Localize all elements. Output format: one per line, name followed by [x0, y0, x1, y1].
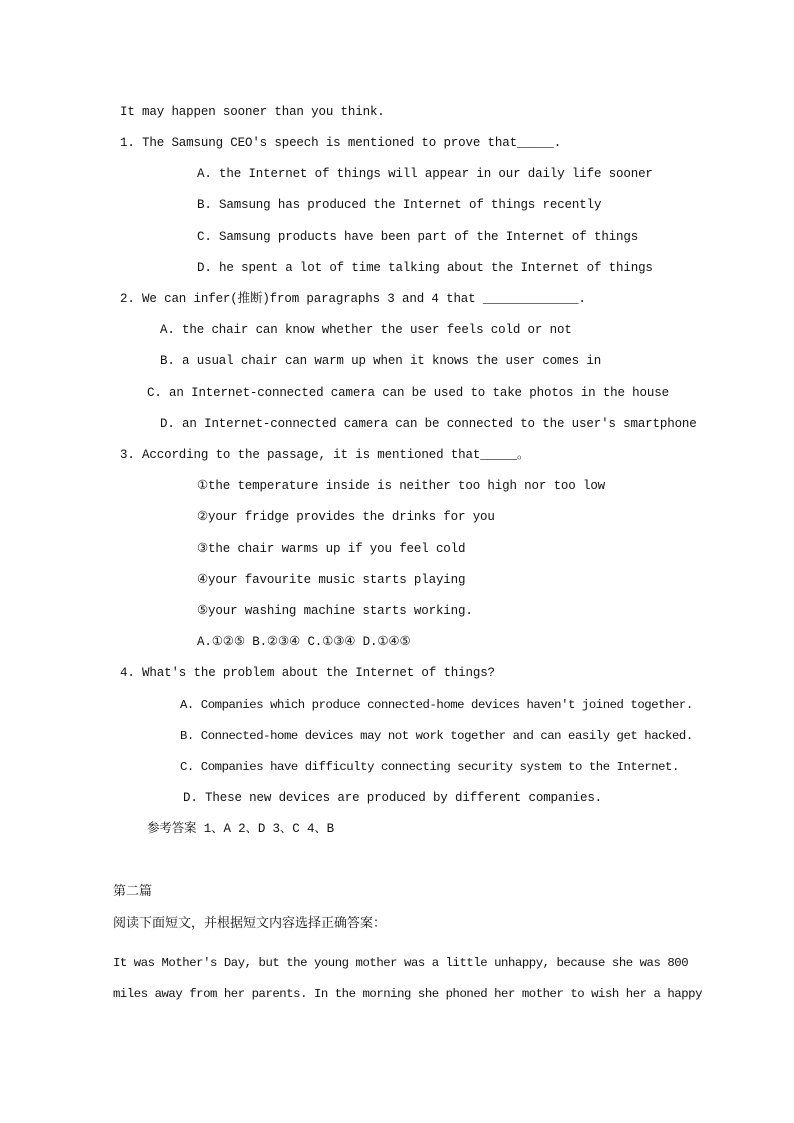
intro-line: It may happen sooner than you think.: [120, 105, 385, 119]
question-1-option-a: A. the Internet of things will appear in our daily life sooner: [197, 167, 653, 181]
question-1-stem: 1. The Samsung CEO's speech is mentioned to prove that_____.: [120, 136, 562, 150]
question-2-option-c: C. an Internet-connected camera can be used to take photos in the house: [147, 386, 669, 400]
answer-key: 参考答案 1、A 2、D 3、C 4、B: [147, 822, 335, 836]
question-1-option-d: D. he spent a lot of time talking about the Internet of things: [197, 261, 653, 275]
question-4-option-a: A. Companies which produce connected-home devices haven't joined together.: [180, 698, 693, 712]
section-2-heading: 第二篇: [113, 884, 153, 899]
passage-line-2: miles away from her parents. In the morning she phoned her mother to wish her a happy: [113, 987, 702, 1001]
question-2-stem: 2. We can infer(推断)from paragraphs 3 and 4 that _____________.: [120, 292, 586, 306]
question-3-item-2: ②your fridge provides the drinks for you: [197, 510, 495, 524]
question-4-stem: 4. What's the problem about the Internet of things?: [120, 666, 495, 680]
question-4-option-c: C. Companies have difficulty connecting security system to the Internet.: [180, 760, 679, 774]
question-3-item-5: ⑤your washing machine starts working.: [197, 604, 473, 618]
question-3-item-4: ④your favourite music starts playing: [197, 573, 466, 587]
question-3-item-3: ③the chair warms up if you feel cold: [197, 542, 466, 556]
question-3-item-1: ①the temperature inside is neither too high nor too low: [197, 479, 606, 493]
passage-line-1: It was Mother's Day, but the young mother was a little unhappy, because she was 800: [113, 956, 689, 970]
question-2-option-a: A. the chair can know whether the user feels cold or not: [160, 323, 572, 337]
question-2-option-d: D. an Internet-connected camera can be connected to the user's smartphone: [160, 417, 697, 431]
section-2-instruction: 阅读下面短文，并根据短文内容选择正确答案：: [113, 916, 387, 931]
question-1-option-c: C. Samsung products have been part of the Internet of things: [197, 230, 639, 244]
question-3-stem: 3. According to the passage, it is mentioned that_____。: [120, 448, 530, 462]
question-2-option-b: B. a usual chair can warm up when it knows the user comes in: [160, 354, 602, 368]
question-4-option-b: B. Connected-home devices may not work together and can easily get hacked.: [180, 729, 693, 743]
question-1-option-b: B. Samsung has produced the Internet of things recently: [197, 198, 602, 212]
question-3-options: A.①②⑤ B.②③④ C.①③④ D.①④⑤: [197, 635, 411, 649]
question-4-option-d: D. These new devices are produced by different companies.: [183, 791, 603, 805]
